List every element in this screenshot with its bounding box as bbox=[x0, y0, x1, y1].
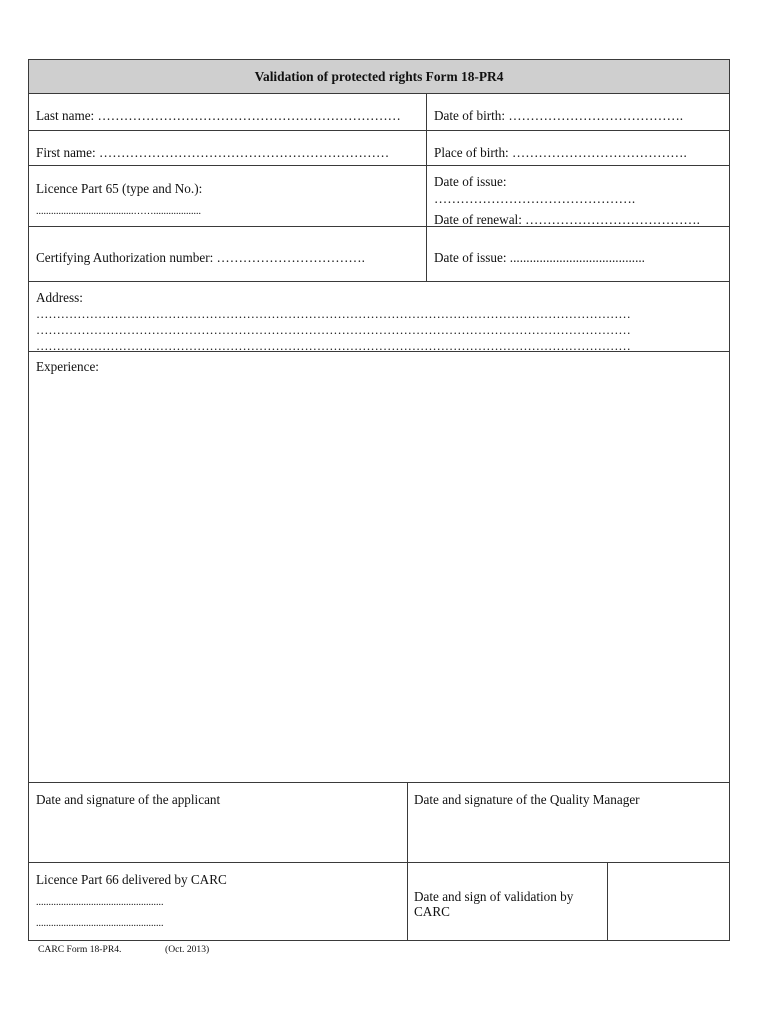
column-divider bbox=[407, 783, 408, 862]
validation-form bbox=[28, 59, 730, 941]
applicant-signature-label: Date and signature of the applicant bbox=[36, 792, 221, 807]
last-name-field[interactable]: Last name: …………………………………………………………… bbox=[36, 108, 401, 123]
date-of-issue-field[interactable]: ………………………………………. bbox=[434, 191, 636, 206]
date-of-birth-field[interactable]: Date of birth: …………………………………. bbox=[434, 108, 684, 123]
column-divider bbox=[607, 863, 608, 941]
date-of-issue-2-field[interactable]: Date of issue: ......................................... bbox=[434, 250, 645, 265]
address-line-3[interactable]: ……………………………………………………………………………………………………………………………… bbox=[36, 339, 631, 353]
date-of-issue-label: Date of issue: bbox=[434, 174, 507, 189]
row-signatures bbox=[29, 782, 729, 862]
footer-date: (Oct. 2013) bbox=[165, 944, 210, 955]
experience-label: Experience: bbox=[36, 359, 99, 374]
quality-manager-signature-label: Date and signature of the Quality Manager bbox=[414, 792, 640, 807]
certifying-authorization-field[interactable]: Certifying Authorization number: ……………………………. bbox=[36, 250, 365, 265]
row-licence-66 bbox=[29, 862, 729, 941]
address-line-2[interactable]: ……………………………………………………………………………………………………………………………… bbox=[36, 323, 631, 337]
licence-65-label: Licence Part 65 (type and No.): bbox=[36, 181, 203, 196]
row-experience[interactable] bbox=[29, 351, 729, 782]
address-label: Address: bbox=[36, 290, 83, 305]
licence-66-field-1[interactable]: ................................................... bbox=[36, 897, 164, 908]
first-name-field[interactable]: First name: ………………………………………………………… bbox=[36, 145, 390, 160]
column-divider bbox=[407, 863, 408, 941]
validation-label-line-2: CARC bbox=[414, 904, 450, 919]
validation-label-line-1: Date and sign of validation by bbox=[414, 889, 574, 904]
row-last-name bbox=[29, 94, 729, 130]
address-line-1[interactable]: ……………………………………………………………………………………………………………………………… bbox=[36, 307, 631, 321]
column-divider bbox=[426, 131, 427, 165]
date-of-renewal-field[interactable]: Date of renewal: …………………………………. bbox=[434, 212, 700, 227]
footer-form-number: CARC Form 18-PR4. bbox=[38, 944, 122, 955]
licence-65-field[interactable]: .......................................……................... bbox=[36, 206, 201, 217]
form-title: Validation of protected rights Form 18-PR4 bbox=[29, 60, 729, 94]
column-divider bbox=[426, 227, 427, 281]
place-of-birth-field[interactable]: Place of birth: …………………………………. bbox=[434, 145, 687, 160]
column-divider bbox=[426, 166, 427, 226]
row-certifying-authorization bbox=[29, 226, 729, 281]
row-address bbox=[29, 281, 729, 351]
row-licence-65 bbox=[29, 165, 729, 226]
licence-66-label: Licence Part 66 delivered by CARC bbox=[36, 872, 227, 887]
row-first-name bbox=[29, 130, 729, 165]
licence-66-field-2[interactable]: ................................................... bbox=[36, 918, 164, 929]
column-divider bbox=[426, 94, 427, 130]
